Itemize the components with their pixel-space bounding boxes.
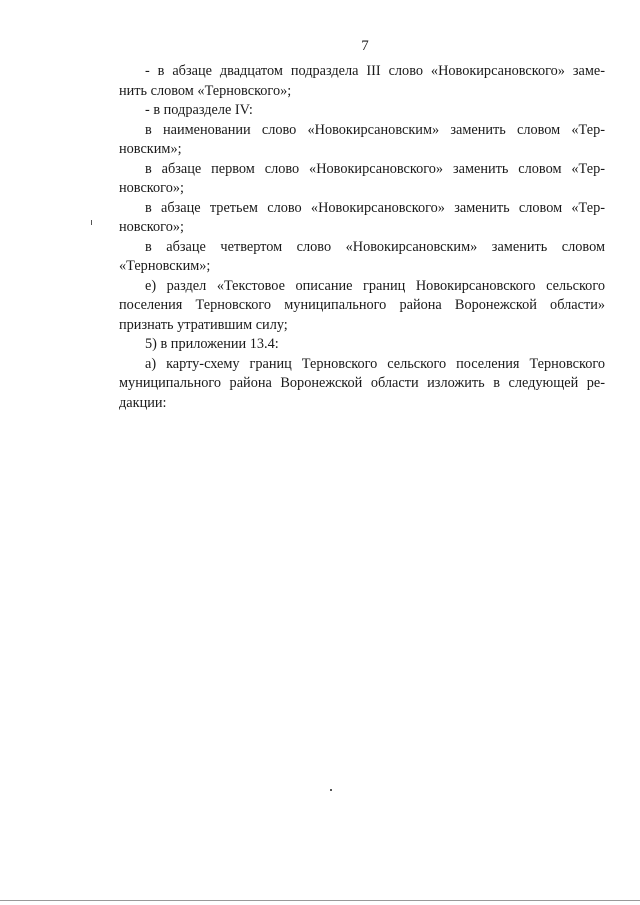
text-line: поселения Терновского муниципального района Воронежской области» [119, 297, 605, 313]
text-line: а) карту-схему границ Терновского сельского поселения Терновского [145, 355, 605, 372]
text-line: признать утратившим силу; [119, 316, 288, 333]
document-body [119, 62, 605, 413]
scan-artifact [91, 220, 92, 225]
text-line: в абзаце первом слово «Новокирсановского» заменить словом «Тер- [145, 160, 605, 177]
text-line: новского»; [119, 219, 184, 235]
scan-edge-line [0, 900, 640, 901]
text-line: в наименовании слово «Новокирсановским» заменить словом «Тер- [145, 121, 605, 138]
text-line: нить словом «Терновского»; [119, 82, 292, 99]
text-line: в абзаце четвертом слово «Новокирсановским» заменить словом [145, 238, 605, 255]
text-line: 5) в приложении 13.4: [145, 336, 279, 352]
text-line: - в абзаце двадцатом подраздела III слово «Новокирсановского» заме- [145, 63, 605, 79]
text-line: муниципального района Воронежской области изложить в следующей ре- [119, 375, 605, 391]
text-line: - в подразделе IV: [145, 102, 253, 118]
text-line: «Терновским»; [119, 258, 211, 274]
page-number: 7 [361, 38, 369, 54]
scan-artifact [330, 789, 332, 791]
text-line: е) раздел «Текстовое описание границ Новокирсановского сельского [145, 277, 605, 294]
text-line: дакции: [119, 394, 167, 411]
text-line: новского»; [119, 180, 184, 196]
text-line: новским»; [119, 141, 182, 157]
text-line: в абзаце третьем слово «Новокирсановского» заменить словом «Тер- [145, 199, 605, 216]
